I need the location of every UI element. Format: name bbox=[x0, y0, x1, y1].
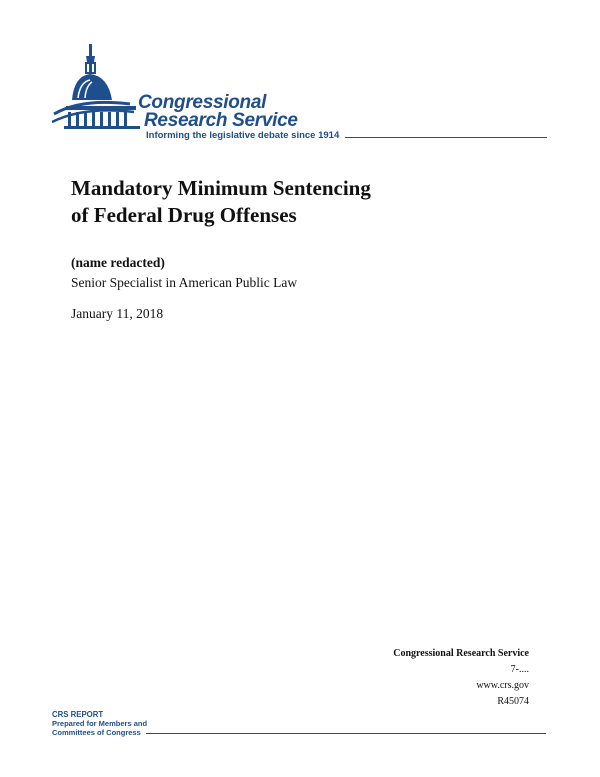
report-title bbox=[71, 175, 531, 229]
title-line1: Mandatory Minimum Sentencing bbox=[71, 176, 371, 200]
footer-label: CRS REPORT bbox=[52, 710, 104, 719]
author-name: (name redacted) bbox=[71, 255, 165, 270]
crs-logo bbox=[52, 42, 552, 148]
contact-phone: 7-.... bbox=[510, 664, 529, 675]
footer-line2: Prepared for Members and bbox=[52, 719, 148, 728]
report-date: January 11, 2018 bbox=[71, 306, 164, 321]
footer bbox=[52, 710, 546, 740]
tagline: Informing the legislative debate since 1914 bbox=[146, 130, 340, 141]
contact-website[interactable]: www.crs.gov bbox=[476, 680, 529, 691]
tagline-rule bbox=[345, 137, 547, 138]
org-name-line2: Research Service bbox=[144, 110, 298, 131]
author-role: Senior Specialist in American Public Law bbox=[71, 275, 298, 290]
footer-rule bbox=[146, 733, 546, 734]
footer-line3: Committees of Congress bbox=[52, 728, 141, 737]
report-number: R45074 bbox=[497, 696, 529, 707]
capitol-dome-icon bbox=[52, 42, 142, 142]
org-name-line1: Congressional bbox=[138, 92, 267, 113]
contact-block bbox=[393, 646, 529, 710]
contact-org: Congressional Research Service bbox=[393, 648, 529, 659]
title-line2: of Federal Drug Offenses bbox=[71, 203, 297, 227]
